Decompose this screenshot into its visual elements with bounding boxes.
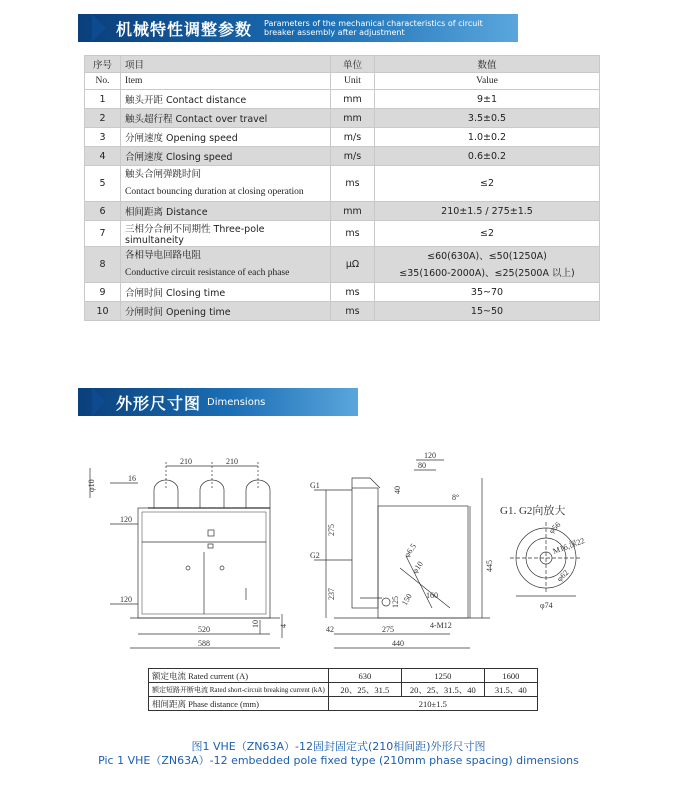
section-title-en: Parameters of the mechanical characteristics of circuit breaker assembly after adjustment xyxy=(264,19,483,37)
table-row xyxy=(149,669,538,683)
header-value-cn: 数值 xyxy=(375,56,600,73)
dim-label: φ6.5 xyxy=(402,542,419,560)
rating-value: 31.5、40 xyxy=(484,683,537,697)
header-item-en: Item xyxy=(121,73,331,90)
rating-value: 1600 xyxy=(484,669,537,683)
row-no: 3 xyxy=(85,128,121,147)
dim-label: 4-M12 xyxy=(430,621,452,630)
table-row xyxy=(149,683,538,697)
table-row xyxy=(85,90,600,109)
row-no: 7 xyxy=(85,221,121,247)
dim-label: 520 xyxy=(198,625,210,634)
table-row xyxy=(85,202,600,221)
dim-label: 4 xyxy=(279,624,288,628)
dim-label: φ10 xyxy=(87,479,96,492)
dim-label: φ10 xyxy=(410,559,425,576)
row-item: 相间距离 Distance xyxy=(121,202,331,221)
row-value: 1.0±0.2 xyxy=(375,128,600,147)
rating-value: 1250 xyxy=(401,669,484,683)
dim-label: 120 xyxy=(424,451,436,460)
dim-label: 10 xyxy=(251,620,260,628)
row-value: 15~50 xyxy=(375,302,600,321)
row-item: 分闸时间 Opening time xyxy=(121,302,331,321)
row-item: 分闸速度 Opening speed xyxy=(121,128,331,147)
row-no: 10 xyxy=(85,302,121,321)
row-unit: ms xyxy=(331,221,375,247)
row-value: 0.6±0.2 xyxy=(375,147,600,166)
header-item-cn: 项目 xyxy=(121,56,331,73)
row-no: 6 xyxy=(85,202,121,221)
dim-label: M16,深22 xyxy=(551,536,586,556)
row-unit: mm xyxy=(331,109,375,128)
dim-label: G1 xyxy=(310,481,320,490)
parameters-table xyxy=(84,55,600,321)
table-header-row xyxy=(85,56,600,73)
row-no: 8 xyxy=(85,247,121,283)
table-row xyxy=(149,697,538,711)
row-no: 5 xyxy=(85,166,121,202)
row-value: 3.5±0.5 xyxy=(375,109,600,128)
dim-label: 237 xyxy=(327,588,336,600)
rating-label: 相间距离 Phase distance (mm) xyxy=(149,697,329,711)
rating-table xyxy=(148,668,538,711)
row-item: 触头超行程 Contact over travel xyxy=(121,109,331,128)
header-value-en: Value xyxy=(375,73,600,90)
row-value: ≤2 xyxy=(375,221,600,247)
arrow-icon xyxy=(92,14,106,42)
row-item: 合闸时间 Closing time xyxy=(121,283,331,302)
section2-title-en: Dimensions xyxy=(207,396,266,408)
dim-label: 150 xyxy=(399,592,414,607)
dim-label: 16 xyxy=(128,474,136,483)
row-value: ≤60(630A)、≤50(1250A) ≤35(1600-2000A)、≤25(2500A 以上) xyxy=(375,247,600,283)
rating-label: 额定电流 Rated current (A) xyxy=(149,669,329,683)
dim-label: 275 xyxy=(327,524,336,536)
figure-caption-en: Pic 1 VHE（ZN63A）-12 embedded pole fixed type (210mm phase spacing) dimensions xyxy=(98,754,579,767)
row-no: 4 xyxy=(85,147,121,166)
section-title-cn: 机械特性调整参数 xyxy=(116,19,253,39)
row-value: 9±1 xyxy=(375,90,600,109)
dim-label: 445 xyxy=(485,560,494,572)
rating-value: 210±1.5 xyxy=(328,697,537,711)
row-unit: m/s xyxy=(331,128,375,147)
dim-label: 120 xyxy=(120,515,132,524)
table-row xyxy=(85,128,600,147)
dim-label: φ56 xyxy=(547,520,563,536)
dim-label: 80 xyxy=(418,461,426,470)
dim-label: 8° xyxy=(452,493,460,502)
row-item: 触头开距 Contact distance xyxy=(121,90,331,109)
table-row xyxy=(85,283,600,302)
row-unit: ms xyxy=(331,302,375,321)
row-value: ≤2 xyxy=(375,166,600,202)
dim-label: 210 xyxy=(180,457,192,466)
row-value: 210±1.5 / 275±1.5 xyxy=(375,202,600,221)
header-no-cn: 序号 xyxy=(85,56,121,73)
detail-view xyxy=(510,522,582,596)
dim-label: 588 xyxy=(198,639,210,648)
row-unit: mm xyxy=(331,90,375,109)
rating-value: 20、25、31.5 xyxy=(328,683,401,697)
rating-label: 额定短路开断电流 Rated short-circuit breaking current (kA) xyxy=(149,683,329,697)
table-row xyxy=(85,147,600,166)
dim-label: φ74 xyxy=(540,601,553,610)
table-header-row-en xyxy=(85,73,600,90)
header-unit-en: Unit xyxy=(331,73,375,90)
arrow-icon xyxy=(92,388,106,416)
section-banner-dimensions xyxy=(78,388,358,416)
section2-title-cn: 外形尺寸图 xyxy=(116,393,202,413)
dim-label: 160 xyxy=(426,591,438,600)
row-unit: m/s xyxy=(331,147,375,166)
row-value: 35~70 xyxy=(375,283,600,302)
dim-label: 210 xyxy=(226,457,238,466)
row-item: 触头合闸弹跳时间 Contact bouncing duration at closing operation xyxy=(121,166,331,202)
table-row xyxy=(85,109,600,128)
row-no: 2 xyxy=(85,109,121,128)
row-unit: ms xyxy=(331,166,375,202)
row-item: 合闸速度 Closing speed xyxy=(121,147,331,166)
row-item: 各相导电回路电阻 Conductive circuit resistance of each phase xyxy=(121,247,331,283)
dim-label: G2 xyxy=(310,551,320,560)
row-unit: ms xyxy=(331,283,375,302)
row-unit: mm xyxy=(331,202,375,221)
table-row xyxy=(85,166,600,202)
header-unit-cn: 单位 xyxy=(331,56,375,73)
detail-label: G1. G2向放大 xyxy=(500,505,566,517)
row-no: 1 xyxy=(85,90,121,109)
dim-label: 42 xyxy=(326,625,334,634)
rating-value: 630 xyxy=(328,669,401,683)
dim-label: 125 xyxy=(391,596,400,608)
row-item: 三相分合闸不同期性 Three-pole simultaneity xyxy=(121,221,331,247)
figure-caption-cn: 图1 VHE（ZN63A）-12固封固定式(210相间距)外形尺寸图 xyxy=(191,740,486,753)
table-row xyxy=(85,247,600,283)
table-row xyxy=(85,221,600,247)
dim-label: φ62 xyxy=(555,568,571,584)
dim-label: 120 xyxy=(120,595,132,604)
header-no-en: No. xyxy=(85,73,121,90)
table-row xyxy=(85,302,600,321)
row-unit: μΩ xyxy=(331,247,375,283)
dim-label: 40 xyxy=(393,486,402,494)
section-banner-parameters xyxy=(78,14,518,42)
dim-label: 275 xyxy=(382,625,394,634)
row-no: 9 xyxy=(85,283,121,302)
rating-value: 20、25、31.5、40 xyxy=(401,683,484,697)
dim-label: 440 xyxy=(392,639,404,648)
